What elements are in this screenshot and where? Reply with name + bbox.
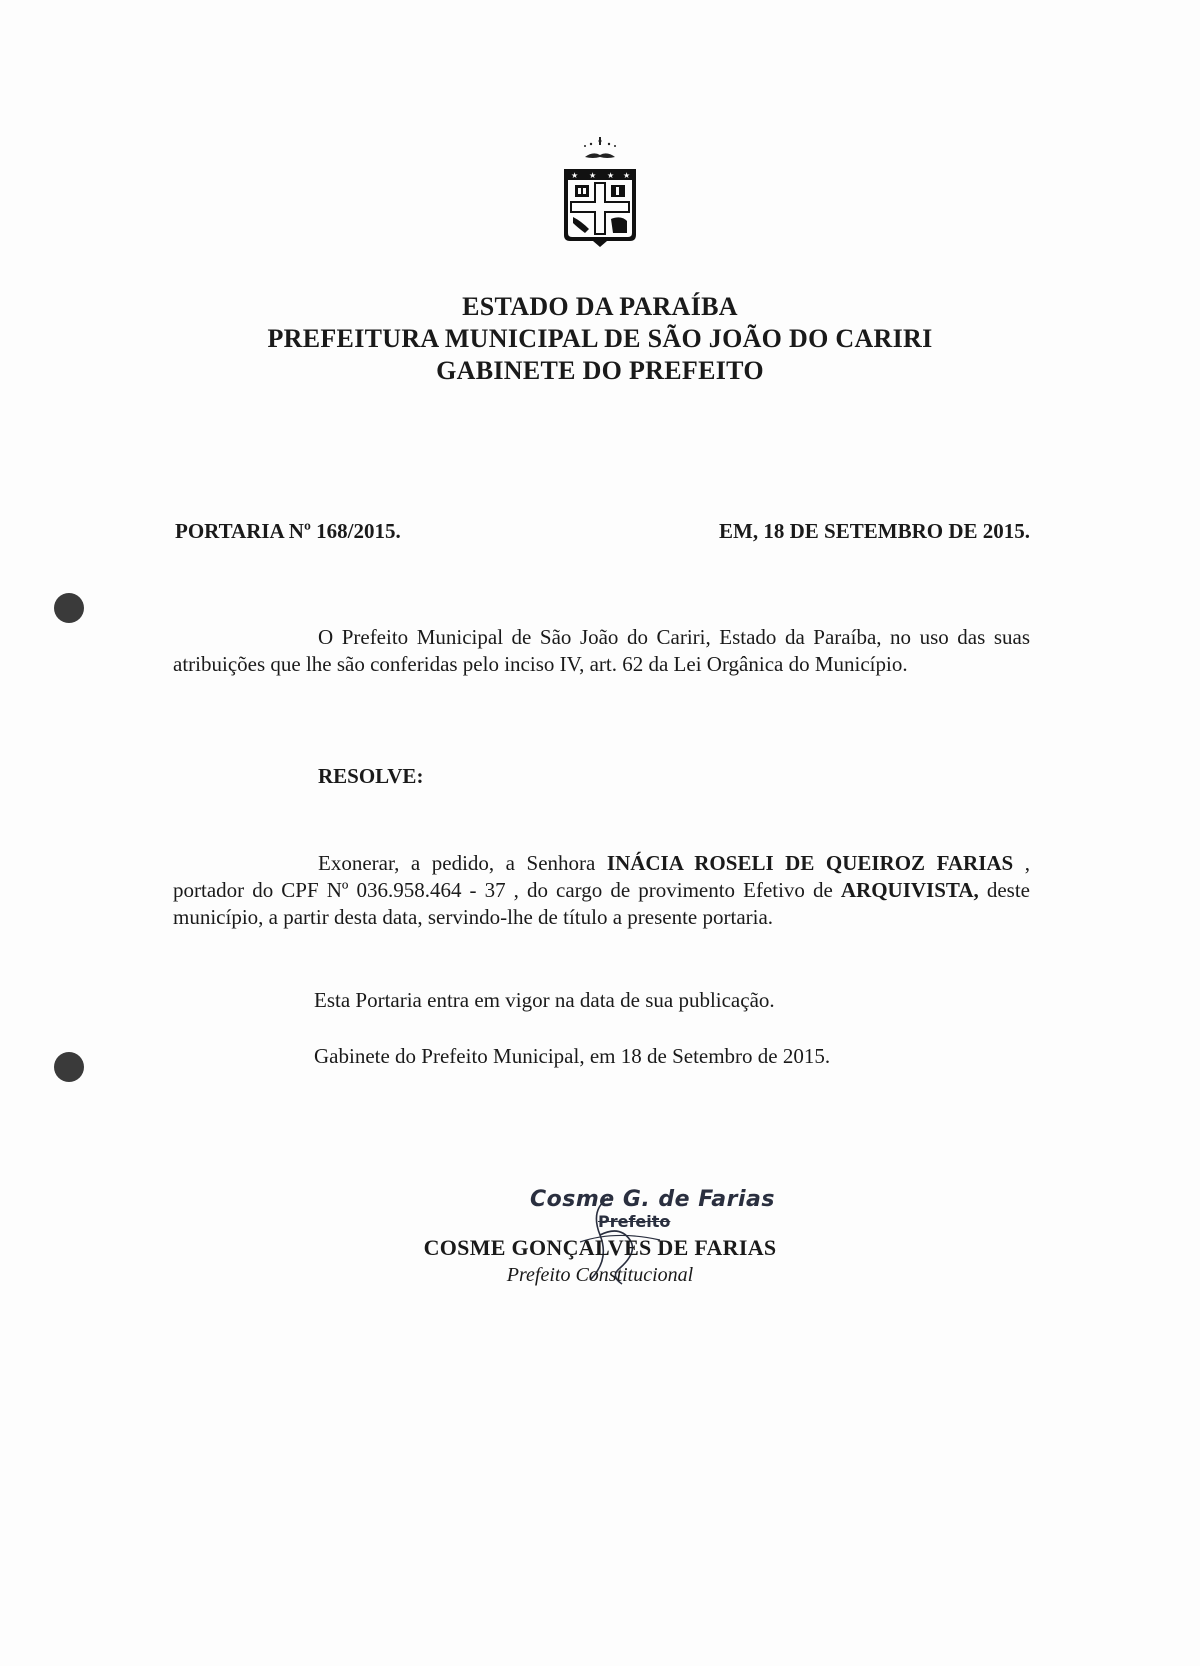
signatory-title: Prefeito Constitucional — [506, 1264, 694, 1286]
svg-text:★: ★ — [589, 171, 597, 180]
coat-of-arms-icon — [555, 135, 645, 250]
employee-name: INÁCIA ROSELI DE QUEIROZ FARIAS — [606, 851, 1014, 875]
header-municipality: PREFEITURA MUNICIPAL DE SÃO JOÃO DO CARIRI — [267, 324, 933, 353]
body-text: Exonerar, a pedido, a Senhora — [318, 851, 607, 875]
header-cabinet: GABINETE DO PREFEITO — [436, 356, 764, 385]
portaria-number: PORTARIA Nº 168/2015. — [175, 519, 401, 543]
svg-text:★: ★ — [571, 171, 579, 180]
signature-stamp-role: Prefeito — [598, 1212, 671, 1231]
svg-text:★: ★ — [607, 171, 615, 180]
signature-stamp-name: Cosme G. de Farias — [530, 1187, 775, 1212]
signatory-name: COSME GONÇALVES DE FARIAS — [423, 1235, 777, 1260]
employee-role: ARQUIVISTA, — [840, 878, 979, 902]
punch-hole — [54, 1052, 84, 1082]
intro-paragraph: O Prefeito Municipal de São João do Cariri, Estado da Paraíba, no uso das suas atribuições que lhe são conferidas pelo inciso IV, art. 62 da Lei Orgânica do Município. — [173, 625, 1030, 676]
portaria-date: EM, 18 DE SETEMBRO DE 2015. — [719, 519, 1030, 543]
resolve-heading: RESOLVE: — [318, 764, 424, 788]
vigor-paragraph: Esta Portaria entra em vigor na data de sua publicação. — [314, 988, 775, 1012]
body-paragraph — [173, 850, 1030, 931]
svg-text:★: ★ — [623, 171, 631, 180]
body-text: , portador do CPF Nº 036.958.464 - 37 , do cargo de provimento Efetivo de — [173, 851, 1030, 902]
header-state: ESTADO DA PARAÍBA — [462, 292, 738, 321]
punch-hole — [54, 593, 84, 623]
closing-paragraph: Gabinete do Prefeito Municipal, em 18 de Setembro de 2015. — [314, 1044, 831, 1068]
body-text: deste município, a partir desta data, servindo-lhe de título a presente portaria. — [173, 878, 1030, 929]
